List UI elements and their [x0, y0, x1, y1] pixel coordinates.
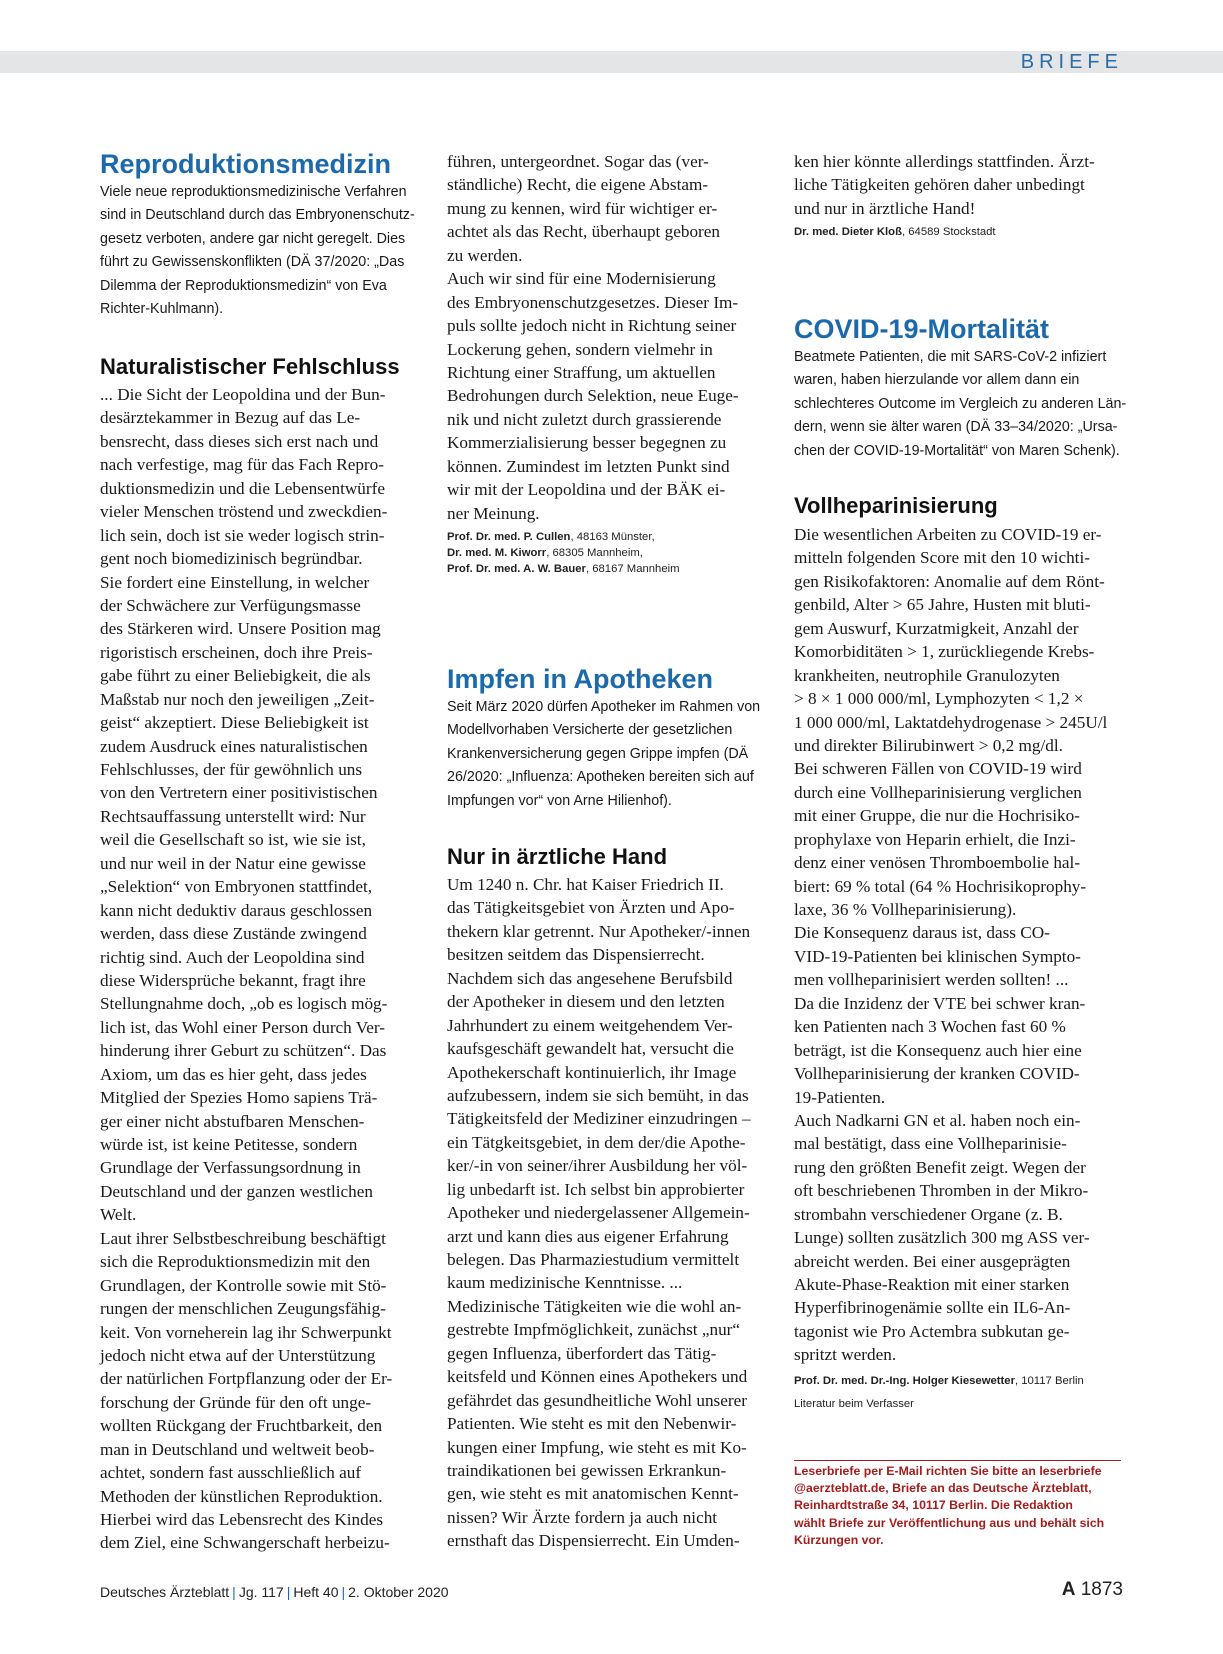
text-line: mung zu kennen, wird für wichtiger er- [447, 198, 718, 218]
text-line: Kürzungen vor. [794, 1532, 884, 1547]
text-line: abreicht werden. Bei einer ausgeprägten [794, 1251, 1071, 1271]
text-line: Stellungnahme doch, „ob es logisch mög- [100, 994, 388, 1014]
text-line: Grundlage der Verfassungsordnung in [100, 1158, 361, 1178]
issue-date: 2. Oktober 2020 [348, 1584, 449, 1600]
signature-line: Prof. Dr. med. A. W. Bauer, 68167 Mannheim [447, 563, 680, 575]
text-line: gesetz verboten, andere gar nicht geregelt. Dies [100, 230, 406, 247]
text-line: nik und nicht zuletzt durch grassierende [447, 409, 722, 429]
text-line: Viele neue reproduktionsmedizinische Verfahren [100, 184, 407, 200]
issue: Heft 40 [293, 1584, 339, 1600]
text-line: wir mit der Leopoldina und der BÄK ei- [447, 480, 726, 500]
text-line: arzt und kann dies aus eigener Erfahrung [447, 1226, 729, 1246]
text-line: Apothekerschaft kontinuierlich, ihr Image [447, 1062, 737, 1082]
text-line: der natürlichen Fortpflanzung oder der Er- [100, 1369, 393, 1389]
letter-body-continued [794, 150, 1095, 220]
letter-heading: Vollheparinisierung [794, 493, 998, 518]
text-line: ... Die Sicht der Leopoldina und der Bun- [100, 385, 386, 404]
text-line: von den Vertretern einer positivistischen [100, 783, 378, 803]
text-line: chen der COVID-19-Mortalität“ von Maren Schenk). [794, 442, 1120, 459]
text-line: Grundlagen, der Kontrolle sowie mit Stö- [100, 1275, 387, 1295]
text-line: Nachdem sich das angesehene Berufsbild [447, 968, 733, 988]
text-line: durch eine Vollheparinisierung verglichen [794, 782, 1082, 802]
text-line: Patienten. Wie steht es mit den Nebenwir- [447, 1414, 737, 1434]
article-title-covid: COVID-19-Mortalität [794, 314, 1050, 344]
text-line: das Tätigkeitsgebiet von Ärzten und Apo- [447, 898, 735, 918]
letter-body-continued [447, 150, 739, 525]
text-line: dem Ziel, eine Schwangerschaft herbeizu- [100, 1533, 390, 1553]
text-line: zudem Ausdruck eines naturalistischen [100, 736, 368, 756]
text-line: rigoristisch erscheinen, doch ihre Preis- [100, 642, 373, 662]
text-line: Deutschland und der ganzen westlichen [100, 1181, 373, 1201]
text-line: gen, wie steht es mit anatomischen Kennt- [447, 1484, 739, 1504]
text-line: würde ist, ist keine Petitesse, sondern [100, 1135, 358, 1154]
page-footer: Deutsches Ärzteblatt | Jg. 117 | Heft 40 | 2. Oktober 2020 [100, 1584, 449, 1600]
section-label: BRIEFE [1020, 51, 1123, 73]
text-line: Maßstab nur noch den jeweiligen „Zeit- [100, 689, 375, 709]
text-line: Da die Inzidenz der VTE bei schwer kran- [794, 993, 1086, 1013]
literature-note: Literatur beim Verfasser [794, 1398, 914, 1410]
text-line: Jahrhundert zu einem weitgehendem Ver- [447, 1015, 733, 1035]
text-line: Reinhardtstraße 34, 10117 Berlin. Die Redaktion [794, 1498, 1073, 1513]
text-line: des Embryonenschutzgesetzes. Dieser Im- [447, 292, 739, 312]
text-line: gen Risikofaktoren: Anomalie auf dem Rönt- [794, 571, 1105, 591]
text-line: führen, untergeordnet. Sogar das (ver- [447, 152, 709, 171]
text-line: Tätigkeitsfeld der Mediziner einzudringen – [447, 1109, 751, 1129]
text-line: achtet als das Recht, überhaupt geboren [447, 222, 720, 242]
text-line: wählt Briefe zur Veröffentlichung aus und behält sich [794, 1515, 1105, 1530]
text-line: „Selektion“ von Embryonen stattfindet, [100, 877, 373, 897]
text-line: Auch wir sind für eine Modernisierung [447, 269, 716, 289]
text-line: nach verfestige, mag für das Fach Repro- [100, 455, 384, 475]
text-line: Akute-Phase-Reaktion mit einer starken [794, 1275, 1070, 1294]
text-line: mal bestätigt, dass eine Vollheparinisie- [794, 1134, 1067, 1154]
text-line: denz einer venösen Thromboembolie hal- [794, 853, 1081, 873]
text-line: men vollheparinisiert werden sollten! ... [794, 970, 1069, 990]
letter-body [794, 523, 1107, 1367]
text-line: nissen? Wir Ärzte fordern ja auch nicht [447, 1507, 718, 1527]
text-line: mit einer Gruppe, die nur die Hochrisiko- [794, 806, 1080, 826]
letter-body [100, 383, 392, 1555]
text-line: vieler Menschen tröstend und zweckdien- [100, 502, 388, 522]
text-line: der Apotheker in diesem und den letzten [447, 992, 725, 1012]
text-line: ken Patienten nach 3 Wochen fast 60 % [794, 1017, 1066, 1037]
text-line: tagonist wie Pro Actembra subkutan ge- [794, 1321, 1070, 1341]
text-line: 19-Patienten. [794, 1087, 886, 1107]
text-line: hinderung ihrer Geburt zu schützen“. Das [100, 1041, 387, 1061]
text-line: 26/2020: „Influenza: Apotheken bereiten sich auf [447, 769, 754, 786]
text-line: Medizinische Tätigkeiten wie die wohl an- [447, 1296, 742, 1316]
text-line: Leserbriefe per E-Mail richten Sie bitte an leserbriefe [794, 1464, 1102, 1478]
text-line: Rechtsauffassung unterstellt wird: Nur [100, 806, 366, 826]
text-line: besitzen seitdem das Dispensierrecht. [447, 945, 705, 965]
text-line: Lunge) sollten zusätzlich 300 mg ASS ver- [794, 1228, 1090, 1248]
text-line: mitteln folgenden Score mit den 10 wichti- [794, 548, 1090, 568]
text-line: Hyperfibrinogenämie sollte ein IL6-An- [794, 1298, 1071, 1318]
letter-body [447, 873, 751, 1553]
text-line: biert: 69 % total (64 % Hochrisikoprophy- [794, 876, 1087, 896]
text-line: genbild, Alter > 65 Jahre, Husten mit bluti- [794, 595, 1091, 615]
text-line: aufzubessern, indem sie sich bemüht, in das [447, 1085, 749, 1105]
text-line: beträgt, ist die Konsequenz auch hier eine [794, 1040, 1082, 1060]
text-line: prophylaxe von Heparin erhielt, die Inzi- [794, 829, 1076, 849]
text-line: kaufsgeschäft gewandelt hat, versucht die [447, 1039, 734, 1059]
text-line: rung den größten Benefit zeigt. Wegen der [794, 1157, 1086, 1177]
text-line: gefährdet das gesundheitliche Wohl unserer [447, 1390, 747, 1410]
text-line: dern, wenn sie älter waren (DÄ 33–34/2020: „Ursa- [794, 419, 1118, 436]
text-line: Welt. [100, 1205, 137, 1225]
text-line: forschung der Gründe für den oft unge- [100, 1392, 372, 1412]
text-line: weil die Gesellschaft so ist, wie sie ist, [100, 830, 366, 850]
text-line: lig unbedarft ist. Ich selbst bin approbierter [447, 1179, 745, 1199]
text-line: ger einer nicht abstufbaren Menschen- [100, 1111, 365, 1131]
text-line: und direkter Bilirubinwert > 0,2 mg/dl. [794, 735, 1063, 755]
letter-heading: Nur in ärztliche Hand [447, 844, 668, 869]
text-line: ker/-in von seiner/ihrer Ausbildung her völ- [447, 1156, 748, 1176]
text-line: und nur in ärztliche Hand! [794, 198, 976, 218]
text-line: @aerzteblatt.de, Briefe an das Deutsche Ärzteblatt, [794, 1481, 1092, 1496]
text-line: Apotheker und niedergelassener Allgemein- [447, 1203, 750, 1223]
letter-signatures [447, 529, 680, 577]
text-line: Fehlschlusses, der für gewöhnlich uns [100, 760, 363, 779]
volume: Jg. 117 [238, 1584, 284, 1600]
text-line: Lockerung gehen, sondern vielmehr in [447, 339, 713, 359]
text-line: Dilemma der Reproduktionsmedizin“ von Eva [100, 277, 387, 294]
text-line: thekern klar getrennt. Nur Apotheker/-innen [447, 921, 751, 941]
letter-signature: Prof. Dr. med. Dr.-Ing. Holger Kiesewetter, 10117 Berlin [794, 1375, 1084, 1387]
text-line: der Schwächere zur Verfügungsmasse [100, 595, 361, 615]
text-line: Beatmete Patienten, die mit SARS-CoV-2 infiziert [794, 349, 1107, 365]
submission-note [794, 1463, 1104, 1549]
text-line: Bei schweren Fällen von COVID-19 wird [794, 759, 1082, 779]
text-line: kungen einer Impfung, wie steht es mit Ko- [447, 1437, 747, 1457]
text-line: diese Widersprüche bekannt, fragt ihre [100, 970, 366, 990]
text-line: ein Tätgkeitsgebiet, in dem der/die Apothe- [447, 1132, 746, 1152]
text-line: Krankenversicherung gegen Grippe impfen (DÄ [447, 745, 749, 762]
journal-name: Deutsches Ärzteblatt [100, 1584, 230, 1600]
text-line: schlechteres Outcome im Vergleich zu anderen Län- [794, 395, 1127, 412]
text-line: VID-19-Patienten bei klinischen Sympto- [794, 946, 1081, 966]
text-line: Seit März 2020 dürfen Apotheker im Rahmen von [447, 699, 761, 715]
text-line: duktionsmedizin und die Lebensentwürfe [100, 478, 385, 498]
text-line: Hierbei wird das Lebensrecht des Kindes [100, 1510, 384, 1529]
text-line: Methoden der künstlichen Reproduktion. [100, 1486, 383, 1506]
text-line: Richter-Kuhlmann). [100, 300, 224, 317]
text-line: Die wesentlichen Arbeiten zu COVID-19 er- [794, 525, 1102, 544]
text-line: ständliche) Recht, die eigene Abstam- [447, 175, 709, 195]
text-line: und nur weil in der Natur eine gewisse [100, 853, 366, 873]
text-line: Komorbiditäten > 1, zurückliegende Krebs- [794, 642, 1095, 662]
text-line: Mitglied der Spezies Homo sapiens Trä- [100, 1088, 378, 1108]
text-line: belegen. Das Pharmaziestudium vermittelt [447, 1250, 740, 1269]
text-line: Modellvorhaben Versicherte der gesetzlichen [447, 722, 733, 739]
text-line: richtig sind. Auch der Leopoldina sind [100, 947, 365, 967]
text-line: desärztekammer in Bezug auf das Le- [100, 408, 361, 428]
text-line: ner Meinung. [447, 503, 540, 523]
text-line: gabe führt zu einer Beliebigkeit, die als [100, 666, 371, 686]
text-line: können. Zumindest im letzten Punkt sind [447, 456, 730, 476]
text-line: strombahn verschiedener Organe (z. B. [794, 1204, 1063, 1224]
text-line: des Stärkeren wird. Unsere Position mag [100, 619, 381, 639]
text-line: gent noch biomedizinisch begründbar. [100, 549, 363, 569]
text-line: > 8 × 1 000 000/ml, Lymphozyten < 1,2 × [794, 689, 1084, 709]
text-line: achtet, sondern fast ausschließlich auf [100, 1463, 362, 1483]
text-line: kaum medizinische Kenntnisse. ... [447, 1273, 683, 1293]
text-line: führt zu Gewissenskonflikten (DÄ 37/2020: „Das [100, 254, 405, 271]
text-line: Laut ihrer Selbstbeschreibung beschäftigt [100, 1228, 386, 1248]
text-line: Axiom, um das es hier geht, dass jedes [100, 1064, 367, 1084]
text-line: bensrecht, dass dieses sich erst nach und [100, 431, 379, 451]
article-title-impfen: Impfen in Apotheken [447, 664, 714, 694]
text-line: Um 1240 n. Chr. hat Kaiser Friedrich II. [447, 875, 724, 894]
text-line: 1 000 000/ml, Laktatdehydrogenase > 245U/l [794, 712, 1108, 732]
text-line: sind in Deutschland durch das Embryonenschutz- [100, 207, 415, 224]
page-number: A 1873 [1061, 1579, 1123, 1600]
signature-line: Dr. med. M. Kiworr, 68305 Mannheim, [447, 547, 643, 559]
text-line: Bedrohungen durch Selektion, neue Euge- [447, 386, 739, 406]
text-line: keit. Von vorneherein lag ihr Schwerpunkt [100, 1322, 392, 1342]
signature-line: Prof. Dr. med. P. Cullen, 48163 Münster, [447, 531, 655, 543]
text-line: Sie fordert eine Einstellung, in welcher [100, 572, 370, 592]
article-intro [100, 181, 415, 321]
text-line: puls sollte jedoch nicht in Richtung seiner [447, 316, 737, 336]
text-line: gestrebte Impfmöglichkeit, zunächst „nur“ [447, 1320, 741, 1340]
text-line: Richtung einer Straffung, um aktuellen [447, 362, 716, 382]
text-line: liche Tätigkeiten gehören daher unbedingt [794, 175, 1085, 195]
text-line: krankheiten, neutrophile Granulozyten [794, 665, 1060, 685]
text-line: gegen Influenza, überfordert das Tätig- [447, 1343, 717, 1363]
article-intro [447, 696, 760, 813]
text-line: jedoch nicht etwa auf der Unterstützung [100, 1345, 376, 1365]
text-line: Auch Nadkarni GN et al. haben noch ein- [794, 1110, 1081, 1130]
text-line: laxe, 36 % Vollheparinisierung). [794, 900, 1017, 919]
text-line: keitsfeld und Können eines Apothekers und [447, 1367, 748, 1387]
text-line: ernsthaft das Dispensierrecht. Ein Umden- [447, 1531, 740, 1551]
text-line: rungen der menschlichen Zeugungsfähig- [100, 1299, 386, 1319]
letter-signature: Dr. med. Dieter Kloß, 64589 Stockstadt [794, 226, 996, 238]
section-header-bar [0, 51, 1223, 73]
text-line: lich ist, das Wohl einer Person durch Ver- [100, 1017, 385, 1037]
text-line: Impfungen vor“ von Arne Hilienhof). [447, 792, 672, 809]
text-line: geist“ akzeptiert. Diese Beliebigkeit ist [100, 713, 369, 733]
text-line: werden, dass diese Zustände zwingend [100, 924, 367, 944]
article-intro [794, 346, 1126, 463]
article-title-reproduktionsmedizin: Reproduktionsmedizin [100, 149, 392, 179]
text-line: zu werden. [447, 245, 523, 265]
text-line: spritzt werden. [794, 1345, 897, 1365]
text-line: Die Konsequenz daraus ist, dass CO- [794, 923, 1050, 943]
text-line: kann nicht deduktiv daraus geschlossen [100, 900, 373, 920]
text-line: sich die Reproduktionsmedizin mit den [100, 1252, 371, 1272]
text-line: waren, haben hierzulande vor allem dann ein [794, 372, 1080, 389]
text-line: wollten Rückgang der Fruchtbarkeit, den [100, 1416, 383, 1436]
text-line: traindikationen bei gewissen Erkrankun- [447, 1460, 727, 1480]
text-line: man in Deutschland und weltweit beob- [100, 1439, 375, 1459]
note-divider [794, 1460, 1121, 1461]
text-line: Kommerzialisierung besser begegnen zu [447, 433, 727, 453]
text-line: ken hier könnte allerdings stattfinden. Ärzt- [794, 152, 1095, 171]
text-line: Vollheparinisierung der kranken COVID- [794, 1064, 1080, 1084]
text-line: gem Auswurf, Kurzatmigkeit, Anzahl der [794, 618, 1079, 638]
text-line: oft beschriebenen Thromben in der Mikro- [794, 1181, 1089, 1201]
text-line: lich sein, doch ist sie weder logisch strin- [100, 525, 385, 545]
letter-heading: Naturalistischer Fehlschluss [100, 354, 400, 379]
